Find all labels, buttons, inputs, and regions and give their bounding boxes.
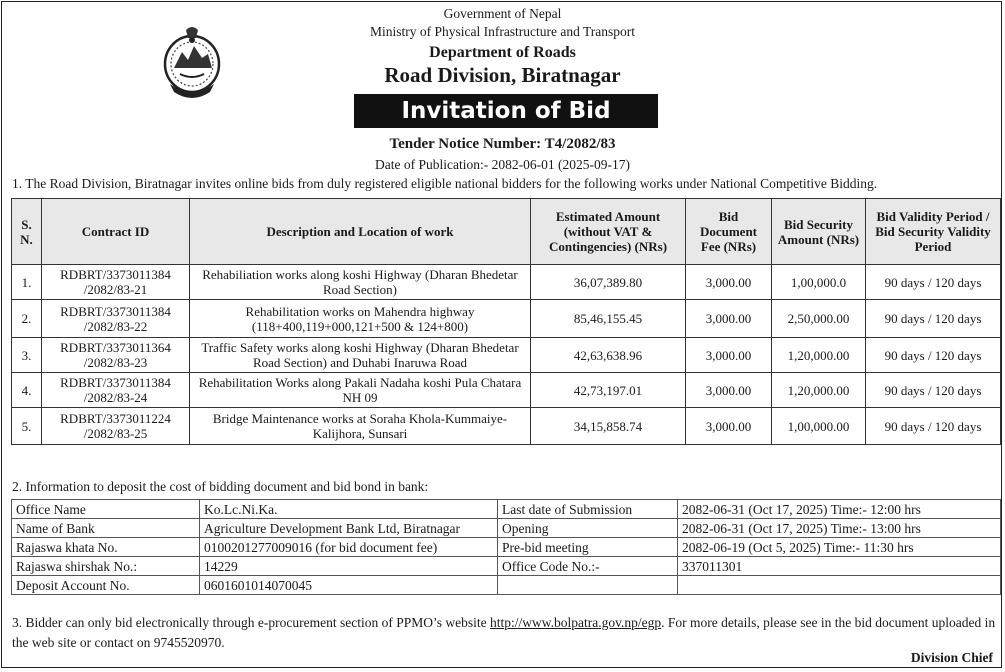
col-header-contract-id: Contract ID	[42, 199, 190, 265]
deposit-info-table	[11, 499, 1001, 595]
publication-date: Date of Publication:- 2082-06-01 (2025-09-17)	[375, 157, 630, 172]
table-row	[12, 373, 1001, 408]
cell-estimated-amount: 42,73,197.01	[531, 373, 686, 408]
info-row	[12, 576, 1001, 595]
info-row	[12, 538, 1001, 557]
cell-contract-id: RDBRT/3373011384 /2082/83-21	[42, 265, 190, 300]
info-row	[12, 557, 1001, 576]
notice-page	[1, 1, 1002, 668]
cell-estimated-amount: 34,15,858.74	[531, 408, 686, 445]
cell-contract-id: RDBRT/3373011384 /2082/83-24	[42, 373, 190, 408]
col-header-description: Description and Location of work	[190, 199, 531, 265]
cell-sn: 5.	[12, 408, 42, 445]
cell-description: Traffic Safety works along koshi Highway (Dharan Bhedetar Road Section) and Duhabi Inaruwa Road	[190, 338, 531, 373]
department-line: Department of Roads	[429, 44, 576, 61]
table-row	[12, 408, 1001, 445]
info-value: Agriculture Development Bank Ltd, Biratnagar	[200, 519, 498, 538]
cell-sn: 1.	[12, 265, 42, 300]
info-label: Name of Bank	[12, 519, 200, 538]
table-row	[12, 300, 1001, 338]
cell-document-fee: 3,000.00	[686, 300, 772, 338]
cell-validity: 90 days / 120 days	[866, 373, 1001, 408]
info-label: Opening	[498, 519, 678, 538]
cell-sn: 2.	[12, 300, 42, 338]
cell-document-fee: 3,000.00	[686, 408, 772, 445]
cell-bid-security: 2,50,000.00	[772, 300, 866, 338]
col-header-bid-security: Bid Security Amount (NRs)	[772, 199, 866, 265]
cell-document-fee: 3,000.00	[686, 373, 772, 408]
info-value: 2082-06-19 (Oct 5, 2025) Time:- 11:30 hrs	[678, 538, 1001, 557]
col-header-validity: Bid Validity Period / Bid Security Validity Period	[866, 199, 1001, 265]
cell-description: Rehabiliation works along koshi Highway (Dharan Bhedetar Road Section)	[190, 265, 531, 300]
cell-contract-id: RDBRT/3373011364 /2082/83-23	[42, 338, 190, 373]
col-header-sn: S. N.	[12, 199, 42, 265]
division-chief-signoff: Division Chief	[910, 650, 993, 665]
info-row	[12, 500, 1001, 519]
cell-validity: 90 days / 120 days	[866, 300, 1001, 338]
bolpatra-link[interactable]: http://www.bolpatra.gov.np/egp	[490, 615, 662, 630]
division-title: Road Division, Biratnagar	[384, 63, 621, 87]
bidding-note	[12, 613, 997, 653]
cell-document-fee: 3,000.00	[686, 338, 772, 373]
bid-table	[11, 198, 1001, 445]
cell-document-fee: 3,000.00	[686, 265, 772, 300]
ministry-line: Ministry of Physical Infrastructure and Transport	[369, 24, 636, 39]
cell-validity: 90 days / 120 days	[866, 265, 1001, 300]
note-text-after: . For more details, please see in the bid document uploaded in the web site or contact on 9745520970.	[12, 615, 996, 650]
deposit-info-heading: 2. Information to deposit the cost of bidding document and bid bond in bank:	[12, 479, 429, 494]
government-line: Government of Nepal	[443, 6, 562, 21]
info-label: Rajaswa khata No.	[12, 538, 200, 557]
col-header-document-fee: Bid Document Fee (NRs)	[686, 199, 772, 265]
cell-estimated-amount: 36,07,389.80	[531, 265, 686, 300]
info-value: 0100201277009016 (for bid document fee)	[200, 538, 498, 557]
table-header-row	[12, 199, 1001, 265]
info-value: 2082-06-31 (Oct 17, 2025) Time:- 12:00 hrs	[678, 500, 1001, 519]
info-label: Office Code No.:-	[498, 557, 678, 576]
cell-sn: 3.	[12, 338, 42, 373]
invitation-banner: Invitation of Bid	[354, 94, 658, 128]
cell-bid-security: 1,20,000.00	[772, 338, 866, 373]
cell-estimated-amount: 42,63,638.96	[531, 338, 686, 373]
info-value: 0601601014070045	[200, 576, 498, 595]
info-label: Last date of Submission	[498, 500, 678, 519]
info-label: Pre-bid meeting	[498, 538, 678, 557]
table-row	[12, 338, 1001, 373]
info-label: Deposit Account No.	[12, 576, 200, 595]
info-value: 2082-06-31 (Oct 17, 2025) Time:- 13:00 hrs	[678, 519, 1001, 538]
info-label	[498, 576, 678, 595]
col-header-estimated-amount: Estimated Amount (without VAT & Contingencies) (NRs)	[531, 199, 686, 265]
info-row	[12, 519, 1001, 538]
info-value: Ko.Lc.Ni.Ka.	[200, 500, 498, 519]
info-label: Office Name	[12, 500, 200, 519]
cell-contract-id: RDBRT/3373011224 /2082/83-25	[42, 408, 190, 445]
cell-validity: 90 days / 120 days	[866, 408, 1001, 445]
table-row	[12, 265, 1001, 300]
info-value: 337011301	[678, 557, 1001, 576]
tender-notice-number: Tender Notice Number: T4/2082/83	[389, 136, 616, 152]
note-text-before: 3. Bidder can only bid electronically through e-procurement section of PPMO’s website	[12, 615, 491, 630]
cell-estimated-amount: 85,46,155.45	[531, 300, 686, 338]
info-label: Rajaswa shirshak No.:	[12, 557, 200, 576]
cell-bid-security: 1,20,000.00	[772, 373, 866, 408]
intro-paragraph: 1. The Road Division, Biratnagar invites online bids from duly registered eligible national bidders for the following works under National Competitive Bidding.	[12, 176, 878, 191]
cell-validity: 90 days / 120 days	[866, 338, 1001, 373]
cell-bid-security: 1,00,000.0	[772, 265, 866, 300]
cell-description: Rehabilitation Works along Pakali Nadaha koshi Pula Chatara NH 09	[190, 373, 531, 408]
cell-contract-id: RDBRT/3373011384 /2082/83-22	[42, 300, 190, 338]
cell-description: Bridge Maintenance works at Soraha Khola-Kummaiye- Kalijhora, Sunsari	[190, 408, 531, 445]
cell-description: Rehabilitation works on Mahendra highway (118+400,119+000,121+500 & 124+800)	[190, 300, 531, 338]
cell-bid-security: 1,00,000.00	[772, 408, 866, 445]
info-value: 14229	[200, 557, 498, 576]
info-value	[678, 576, 1001, 595]
cell-sn: 4.	[12, 373, 42, 408]
